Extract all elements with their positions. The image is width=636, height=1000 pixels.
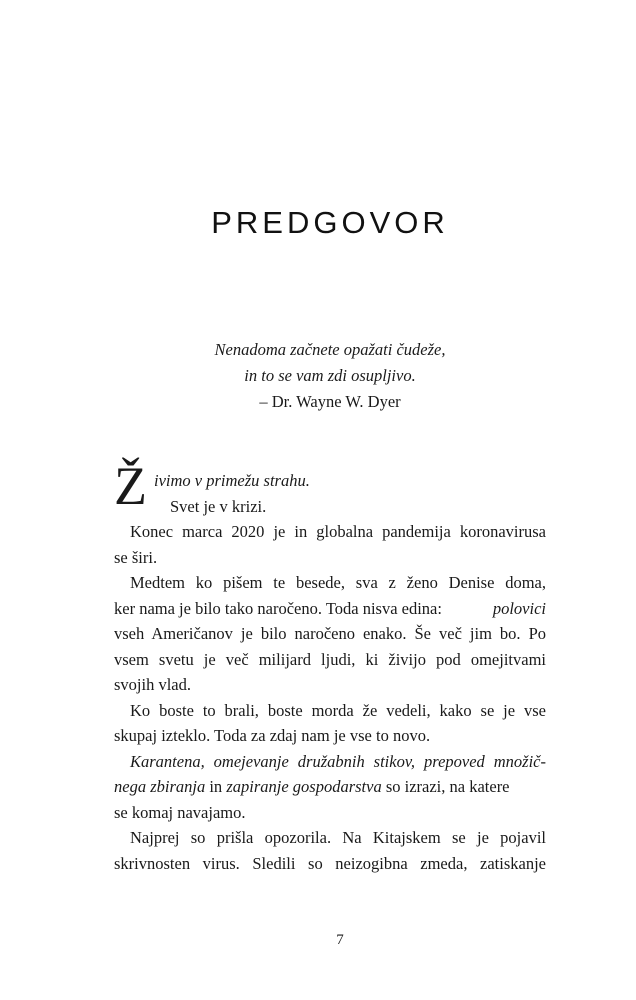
paragraph: [114, 519, 546, 570]
emphasis-text: polovici: [492, 598, 546, 618]
text-line: se komaj navajamo.: [114, 802, 246, 822]
epigraph: [0, 337, 636, 415]
emphasis-text: zapiranje gospodarstva: [226, 777, 382, 796]
text-fragment: in: [205, 777, 227, 796]
paragraph: [114, 698, 546, 749]
text-line: skupaj izteklo. Toda za zdaj nam je vse to novo.: [114, 726, 431, 745]
epigraph-line: in to se vam zdi osupljivo.: [244, 366, 416, 385]
text-fragment: so izrazi, na katere: [381, 777, 510, 796]
text-line: skrivnosten virus. Sledili so neizogibna zmeda, zatiskanje: [114, 853, 546, 873]
emphasis-text: nega zbiranja: [114, 777, 206, 796]
chapter-title: PREDGOVOR: [211, 205, 449, 240]
text-line: se širi.: [114, 547, 158, 567]
opening-line: Svet je v krizi.: [170, 496, 267, 516]
text-line: svojih vlad.: [114, 675, 191, 694]
text-line: [114, 596, 546, 622]
page-number: 7: [336, 932, 344, 948]
text-line: [114, 774, 546, 800]
opening-line: ivimo v primežu strahu.: [154, 471, 310, 490]
paragraph: [114, 749, 546, 826]
drop-cap: Ž: [114, 456, 147, 516]
opening-lines: [114, 456, 546, 519]
body-text: [114, 456, 546, 876]
text-line: vseh Američanov je bilo naročeno enako. Še več jim bo. Po: [114, 624, 546, 643]
text-line: Medtem ko pišem te besede, sva z ženo Denise doma,: [130, 573, 546, 592]
text-line: Karantena, omejevanje družabnih stikov, prepoved množič-: [130, 751, 546, 771]
text-line: Konec marca 2020 je in globalna pandemija koronavirusa: [130, 522, 546, 541]
paragraph: [114, 570, 546, 698]
text-line: Najprej so prišla opozorila. Na Kitajskem se je pojavil: [130, 828, 546, 847]
epigraph-author: – Dr. Wayne W. Dyer: [259, 392, 401, 411]
text-line: Ko boste to brali, boste morda že vedeli, kako se je vse: [130, 700, 546, 720]
text-fragment: ker nama je bilo tako naročeno. Toda nisva edina:: [114, 598, 447, 618]
paragraph: [114, 825, 546, 876]
epigraph-line: Nenadoma začnete opažati čudeže,: [214, 340, 446, 359]
text-line: vsem svetu je več milijard ljudi, ki živijo pod omejitvami: [114, 649, 546, 669]
